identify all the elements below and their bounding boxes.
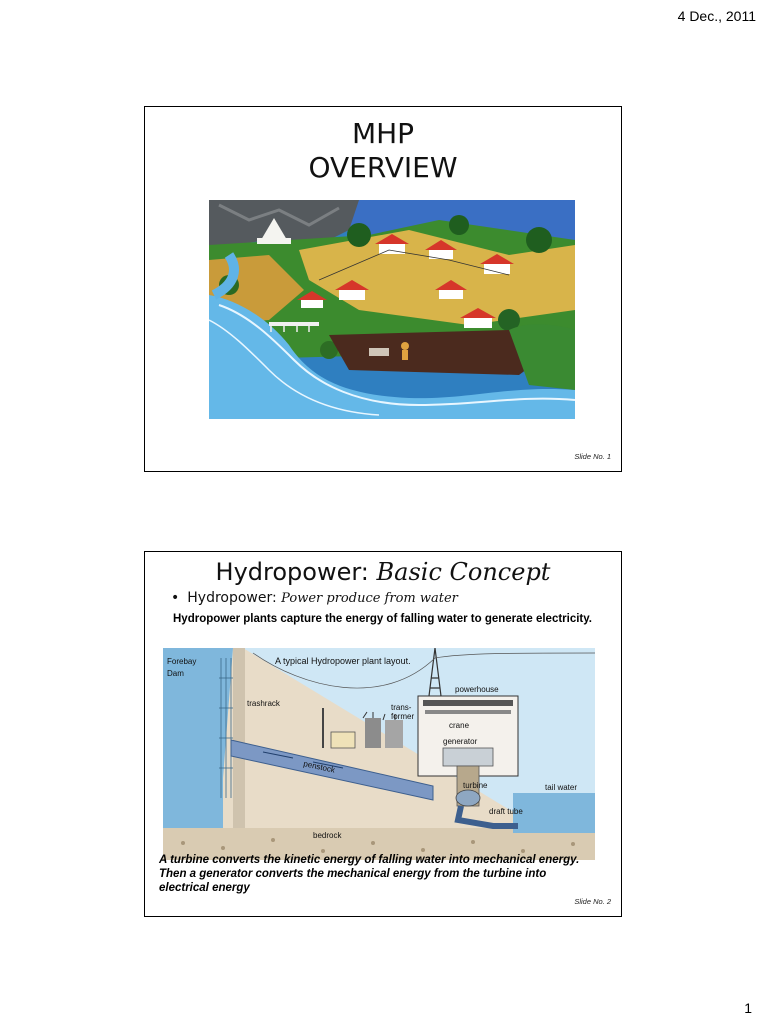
label-draft-tube: draft tube [489, 807, 523, 816]
label-powerhouse: powerhouse [455, 685, 499, 694]
label-generator: generator [443, 737, 478, 746]
hydropower-plant-diagram [163, 648, 595, 860]
slide-1-title-line-2: OVERVIEW [308, 151, 458, 184]
page-number: 1 [744, 1000, 752, 1016]
label-dam: Dam [167, 669, 184, 678]
slide-2 [144, 551, 622, 917]
slide-1 [144, 106, 622, 472]
label-forebay: Forebay [167, 657, 197, 666]
slide-2-title [145, 558, 621, 586]
slide-1-title-line-1: MHP [351, 117, 415, 150]
label-crane: crane [449, 721, 470, 730]
label-bedrock: bedrock [313, 831, 342, 840]
slide-2-title-italic: Basic Concept [376, 558, 551, 586]
label-transformer-2: former [391, 712, 415, 721]
slide-1-title [145, 117, 621, 185]
label-transformer-1: trans- [391, 703, 412, 712]
diagram-heading: A typical Hydropower plant layout. [275, 656, 411, 666]
bullet-definition: Power produce from water [281, 591, 458, 606]
bullet-term: Hydropower: [187, 590, 282, 606]
slide-2-caption: A turbine converts the kinetic energy of falling water into mechanical energy. Then a generator converts the mechanical energy from the turbine into electrical energy [159, 854, 580, 894]
label-turbine: turbine [463, 781, 488, 790]
slide-2-bullet [171, 590, 458, 606]
slide-2-paragraph: Hydropower plants capture the energy of falling water to generate electricity. [173, 613, 592, 625]
label-tail-water: tail water [545, 783, 578, 792]
bullet-dot-icon: • [171, 590, 180, 606]
slide-2-number: Slide No. 2 [574, 897, 611, 906]
slide-2-title-main: Hydropower: [215, 558, 377, 586]
label-trashrack: trashrack [247, 699, 280, 708]
village-river-illustration [209, 200, 575, 419]
page-date: 4 Dec., 2011 [677, 8, 756, 24]
slide-1-number: Slide No. 1 [574, 452, 611, 461]
label-penstock: penstock [302, 759, 336, 775]
